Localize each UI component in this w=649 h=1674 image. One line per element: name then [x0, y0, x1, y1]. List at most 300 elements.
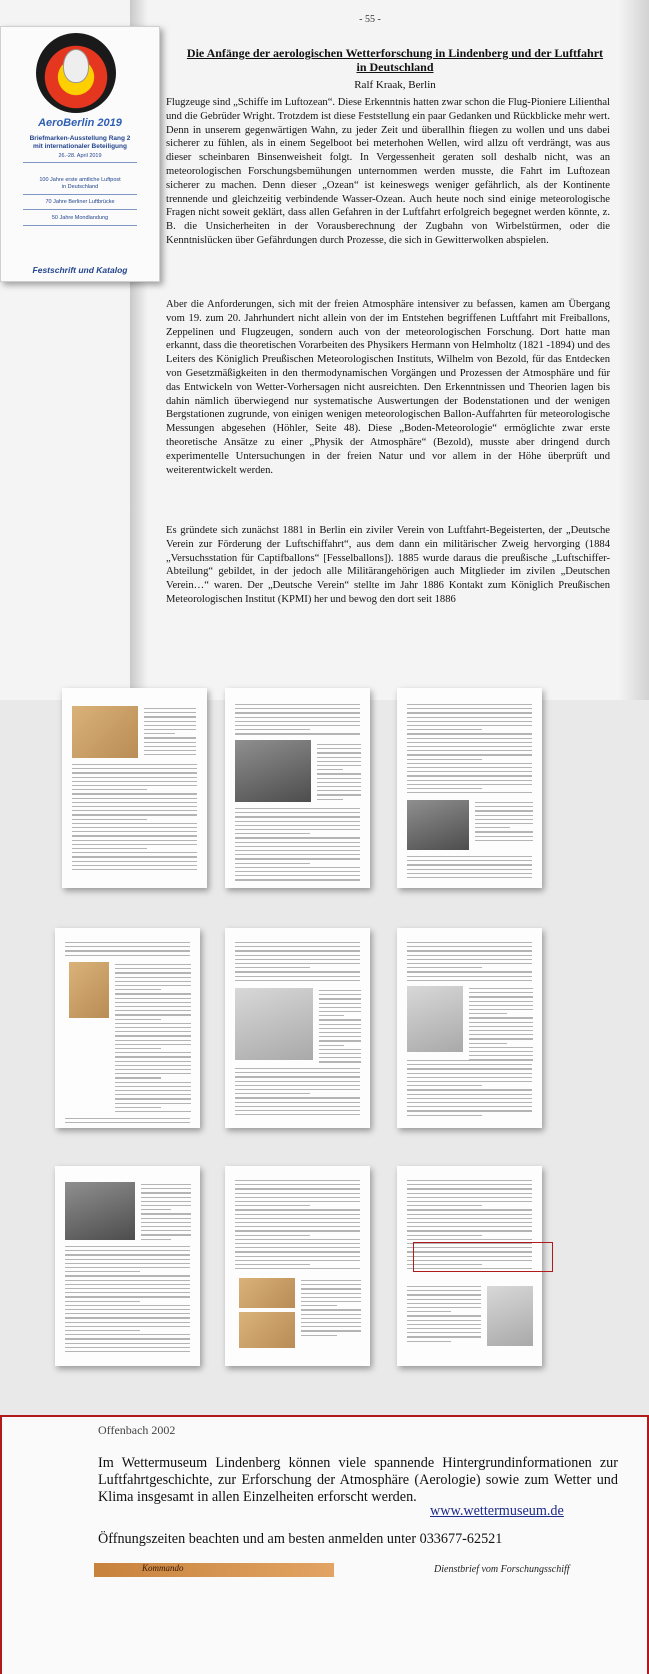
thumbnail-text-line	[407, 1077, 532, 1078]
thumbnail-text-line	[317, 773, 361, 774]
thumbnail-text-line	[72, 831, 197, 832]
thumbnail-text-line	[407, 1226, 532, 1227]
thumbnail-text-line	[407, 856, 532, 857]
thumbnail-text-line	[317, 761, 361, 762]
thumbnail-text-line	[235, 1188, 360, 1189]
thumbnail-text-line	[469, 1051, 533, 1052]
cover-divider	[23, 194, 137, 195]
thumbnail-text-line	[301, 1330, 361, 1331]
thumbnail-text-line	[235, 1085, 360, 1086]
thumbnail-text-line	[235, 1106, 360, 1107]
thumbnail-text-line	[235, 1114, 360, 1115]
thumbnail-text-line	[469, 1013, 507, 1014]
thumbnail-text-line	[407, 860, 532, 861]
thumbnail-text-line	[115, 1077, 161, 1078]
thumbnail-text-line	[72, 852, 197, 853]
thumbnail-text-line	[115, 1103, 191, 1104]
thumbnail-text-line	[407, 1064, 532, 1065]
thumbnail-text-line	[235, 721, 360, 722]
thumbnail-text-line	[235, 833, 310, 834]
thumbnail-text-line	[475, 827, 510, 828]
thumbnail-text-line	[407, 1102, 532, 1103]
thumbnail-text-line	[235, 1076, 360, 1077]
thumbnail-text-line	[235, 871, 360, 872]
thumbnail-text-line	[235, 812, 360, 813]
thumbnail-text-line	[115, 1069, 191, 1070]
thumbnail-text-line	[235, 1209, 360, 1210]
thumbnail-text-line	[235, 704, 360, 705]
opening-hours-note: Öffnungszeiten beachten und am besten anmelden unter 033677-62521	[98, 1531, 503, 1547]
thumbnail-text-line	[72, 772, 197, 773]
thumbnail-text-line	[469, 1009, 533, 1010]
thumbnail-text-line	[407, 1336, 481, 1337]
thumbnail-text-line	[407, 1311, 451, 1312]
thumbnail-text-line	[317, 786, 361, 787]
thumbnail-text-line	[115, 1086, 191, 1087]
thumbnail-text-line	[235, 1097, 360, 1098]
thumbnail-text-line	[407, 963, 532, 964]
thumbnail-text-line	[235, 1243, 360, 1244]
thumbnail-text-line	[475, 815, 533, 816]
thumbnail-text-line	[319, 1036, 361, 1037]
thumbnail-text-line	[235, 1222, 360, 1223]
thumbnail-text-line	[407, 729, 482, 730]
thumbnail-text-line	[407, 864, 532, 865]
thumbnail-text-line	[65, 1330, 140, 1331]
thumbnail-text-line	[72, 798, 197, 799]
thumbnail-text-line	[65, 1301, 140, 1302]
thumbnail-text-line	[407, 1068, 532, 1069]
thumbnail-text-line	[407, 1230, 532, 1231]
thumbnail-text-line	[469, 1034, 533, 1035]
thumbnail-text-line	[65, 1288, 190, 1289]
thumbnail-text-line	[407, 788, 482, 789]
thumbnail-text-line	[65, 1250, 190, 1251]
thumbnail-text-line	[141, 1213, 191, 1214]
thumbnail-text-line	[319, 1007, 361, 1008]
cover-footer: Festschrift und Katalog	[32, 265, 128, 275]
page-thumbnail[interactable]	[225, 1166, 370, 1366]
thumbnail-text-line	[475, 806, 533, 807]
thumbnail-text-line	[319, 1003, 361, 1004]
thumbnail-text-line	[65, 1263, 190, 1264]
thumbnail-text-line	[141, 1209, 171, 1210]
cover-date: 26.-28. April 2019	[58, 153, 102, 159]
thumbnail-text-line	[475, 840, 533, 841]
thumbnail-text-line	[65, 1296, 190, 1297]
thumbnail-text-line	[115, 1094, 191, 1095]
thumbnail-text-line	[317, 778, 361, 779]
thumbnail-text-line	[235, 729, 310, 730]
thumbnail-text-line	[144, 712, 196, 713]
thumbnail-text-line	[144, 733, 175, 734]
thumbnail-text-line	[235, 976, 360, 977]
thumbnail-text-line	[317, 769, 343, 770]
thumbnail-text-line	[235, 842, 360, 843]
stamp-caption: Kommando	[142, 1563, 184, 1573]
thumbnail-text-line	[115, 985, 191, 986]
thumbnail-picture	[235, 740, 311, 802]
page-thumbnail[interactable]	[397, 688, 542, 888]
thumbnail-text-line	[235, 963, 360, 964]
cover-subtitle-line-1: Briefmarken-Ausstellung Rang 2	[29, 135, 131, 142]
thumbnail-text-line	[469, 1030, 533, 1031]
thumbnail-text-line	[319, 1053, 361, 1054]
thumbnail-text-line	[72, 764, 197, 765]
thumbnail-picture	[239, 1312, 295, 1348]
thumbnail-text-line	[72, 848, 147, 849]
thumbnail-text-line	[235, 1089, 360, 1090]
article-paragraph: Aber die Anforderungen, sich mit der freien Atmosphäre intensiver zu befassen, kamen am Übergang vom 19. zum 20. Jahrhundert nicht allein von der im Entstehen begriffenen Luftfahrt mit Freiballons, Zeppelinen und Flugzeugen, sondern auch von der meteorologischen Forschung. Dort hatte man erkannt, dass die theoretischen Vorarbeiten des Physikers Hermann von Helmholtz (1821 -1894) und des Leiters des Königlich Preußischen Meteorologischen Instituts, Wilhelm von Bezold, für das Entdecken von Gesetzmäßigkeiten in den thermodynamischen Vorgängen und Prozessen der Atmosphäre und für das Entwickeln von Wetter-Vorhersagen nicht ausreichten. Den Erkenntnissen und Theorien lagen bis dahin nämlich überwiegend nur systematische Auswertungen der Bodenstationen und der wenigen Bergstationen zugrunde, von einigen wenigen meteorologischen Ballon-Auffahrten für meteorologische Messungen abgesehen (Höhler, Seite 48). Diese „Boden-Meteorologie“ ermöglichte zwar erste theoretische Ansätze zu einer „Physik der Atmosphäre“ (Bezold), musste aber dringend durch experimentelle Untersuchungen in der freien Natur und vor allem in der Höhe überprüft und weiterentwickelt werden.	[166, 299, 610, 476]
thumbnail-picture	[69, 962, 109, 1018]
thumbnail-text-line	[72, 789, 147, 790]
thumbnail-text-line	[235, 1256, 360, 1257]
thumbnail-text-line	[115, 1098, 191, 1099]
thumbnail-text-line	[317, 790, 361, 791]
thumbnail-text-line	[115, 993, 191, 994]
thumbnail-text-line	[235, 959, 360, 960]
cover-divider	[23, 209, 137, 210]
thumbnail-text-line	[407, 784, 532, 785]
thumbnail-text-line	[235, 971, 360, 972]
thumbnail-text-line	[115, 1107, 161, 1108]
thumbnail-text-line	[235, 879, 360, 880]
thumbnail-text-line	[141, 1192, 191, 1193]
cover-title: AeroBerlin 2019	[38, 117, 122, 129]
thumbnail-text-line	[235, 1197, 360, 1198]
thumbnail-text-line	[319, 1032, 361, 1033]
thumbnail-text-line	[407, 717, 532, 718]
thumbnail-text-line	[235, 1068, 360, 1069]
thumbnail-text-line	[235, 967, 310, 968]
thumbnail-text-line	[407, 950, 532, 951]
document-page	[0, 0, 649, 700]
thumbnail-text-line	[319, 1061, 361, 1062]
thumbnail-text-line	[235, 1247, 360, 1248]
thumbnail-text-line	[72, 819, 147, 820]
catalog-cover	[0, 26, 160, 282]
thumbnail-text-line	[317, 744, 361, 745]
thumbnail-text-line	[407, 738, 532, 739]
thumbnail-text-line	[65, 1347, 190, 1348]
thumbnail-text-line	[407, 712, 532, 713]
thumbnail-text-line	[235, 1110, 360, 1111]
thumbnail-text-line	[407, 1214, 532, 1215]
cover-subtitle-line-2: mit internationaler Beteiligung	[33, 143, 127, 150]
thumbnail-text-line	[301, 1309, 361, 1310]
thumbnail-text-line	[407, 959, 532, 960]
thumbnail-text-line	[235, 708, 360, 709]
thumbnail-text-line	[141, 1239, 171, 1240]
thumbnail-text-line	[319, 1011, 361, 1012]
thumbnail-text-line	[72, 802, 197, 803]
thumbnail-text-line	[65, 1284, 190, 1285]
thumbnail-text-line	[115, 1010, 191, 1011]
thumbnail-text-line	[475, 819, 533, 820]
thumbnail-text-line	[65, 1309, 190, 1310]
thumbnail-text-line	[407, 1197, 532, 1198]
thumbnail-text-line	[407, 1089, 532, 1090]
thumbnail-text-line	[115, 1048, 161, 1049]
thumbnail-text-line	[72, 840, 197, 841]
thumbnail-text-line	[65, 1259, 190, 1260]
thumbnail-text-line	[144, 721, 196, 722]
thumbnail-text-line	[235, 1218, 360, 1219]
thumbnail-text-line	[115, 1006, 191, 1007]
thumbnail-text-line	[235, 846, 360, 847]
thumbnail-text-line	[141, 1226, 191, 1227]
thumbnail-text-line	[72, 768, 197, 769]
thumbnail-text-line	[407, 1201, 532, 1202]
thumbnail-text-line	[235, 1102, 360, 1103]
thumbnail-text-line	[235, 837, 360, 838]
thumbnail-text-line	[72, 861, 197, 862]
thumbnail-text-line	[469, 988, 533, 989]
thumbnail-text-line	[475, 802, 533, 803]
thumbnail-text-line	[407, 873, 532, 874]
thumbnail-text-line	[407, 1235, 482, 1236]
thumbnail-text-line	[115, 1052, 191, 1053]
thumbnail-text-line	[141, 1197, 191, 1198]
thumbnail-text-line	[475, 831, 533, 832]
thumbnail-text-line	[407, 967, 482, 968]
thumbnail-text-line	[319, 1049, 361, 1050]
thumbnail-text-line	[115, 1023, 191, 1024]
thumbnail-text-line	[144, 742, 196, 743]
article-paragraph: Es gründete sich zunächst 1881 in Berlin ein ziviler Verein von Luftfahrt-Begeisterten, der „Deutsche Verein zur Förderung der Luftschiffahrt“, aus dem dann ein militärischer Zweig hervorging (1884 „Versuchsstation für Captifballons“ [Fesselballons]). 1885 wurde daraus die preußische „Luftschiffer-Abteilung“ gebildet, in der jedoch alle Militärangehörigen auch Mitglieder im zivilen „Deutschen Verein…“ waren. Der „Deutsche Verein“ stellte im Jahr 1886 Kontakt zum Königlich Preußischen Meteorologischen Institut (KPMI) her und bewog den dort seit 1886	[166, 525, 610, 605]
zoomed-excerpt	[0, 1415, 649, 1674]
thumbnail-text-line	[235, 858, 360, 859]
thumbnail-text-line	[319, 1057, 361, 1058]
thumbnail-text-line	[115, 1082, 191, 1083]
thumbnail-text-line	[141, 1188, 191, 1189]
thumbnail-text-line	[115, 1061, 191, 1062]
thumbnail-text-line	[141, 1234, 191, 1235]
thumbnail-text-line	[319, 1024, 361, 1025]
thumbnail-text-line	[141, 1201, 191, 1202]
thumbnail-text-line	[469, 1001, 533, 1002]
thumbnail-text-line	[319, 1040, 361, 1041]
thumbnail-text-line	[407, 1299, 481, 1300]
thumbnail-text-line	[319, 994, 361, 995]
thumbnail-text-line	[407, 1110, 532, 1111]
thumbnail-text-line	[115, 1014, 191, 1015]
thumbnail-text-line	[317, 794, 361, 795]
thumbnail-text-line	[65, 1322, 190, 1323]
thumbnail-text-line	[469, 996, 533, 997]
caption-cut-text: Dienstbrief vom Forschungsschiff	[434, 1564, 570, 1575]
thumbnail-text-line	[407, 1315, 481, 1316]
thumbnail-text-line	[301, 1314, 361, 1315]
thumbnail-text-line	[65, 955, 190, 956]
thumbnail-text-line	[72, 785, 197, 786]
thumbnail-text-line	[407, 1239, 532, 1240]
thumbnail-picture	[407, 800, 469, 850]
thumbnail-text-line	[407, 1193, 532, 1194]
thumbnail-text-line	[407, 1324, 481, 1325]
thumbnail-text-line	[144, 716, 196, 717]
thumbnail-text-line	[65, 1246, 190, 1247]
thumbnail-text-line	[235, 1180, 360, 1181]
thumbnail-text-line	[65, 1280, 190, 1281]
thumbnail-text-line	[407, 775, 532, 776]
page-thumbnail[interactable]	[55, 1166, 200, 1366]
thumbnail-text-line	[407, 1115, 482, 1116]
thumbnail-text-line	[65, 1313, 190, 1314]
thumbnail-text-line	[469, 1026, 533, 1027]
thumbnail-text-line	[319, 1045, 344, 1046]
thumbnail-text-line	[407, 1303, 481, 1304]
thumbnail-text-line	[65, 1122, 190, 1123]
thumbnail-text-line	[65, 946, 190, 947]
cover-line-1: 100 Jahre erste amtliche Luftpost	[39, 177, 121, 183]
thumbnail-text-line	[72, 781, 197, 782]
thumbnail-text-line	[407, 971, 532, 972]
page-thumbnail[interactable]	[55, 928, 200, 1128]
thumbnail-text-line	[235, 717, 360, 718]
thumbnail-text-line	[141, 1222, 191, 1223]
balloon-icon	[63, 49, 89, 83]
thumbnail-text-line	[319, 1019, 361, 1020]
thumbnail-text-line	[407, 1341, 451, 1342]
thumbnail-text-line	[235, 955, 360, 956]
thumbnail-text-line	[407, 750, 532, 751]
thumbnail-text-line	[319, 1028, 361, 1029]
thumbnail-text-line	[407, 1094, 532, 1095]
thumbnail-text-line	[235, 1201, 360, 1202]
thumbnail-text-line	[301, 1335, 337, 1336]
thumbnail-text-line	[407, 733, 532, 734]
excerpt-body: Im Wettermuseum Lindenberg können viele spannende Hintergrundinformationen zur Luftfahrtgeschichte, zur Erforschung der Atmosphäre (Aerologie) sowie zum Wetter und Klima insgesamt in allen Einzelheiten erforscht werden.	[98, 1455, 618, 1505]
page-thumbnail[interactable]	[397, 928, 542, 1128]
thumbnail-text-line	[115, 1019, 161, 1020]
thumbnail-text-line	[301, 1301, 361, 1302]
thumbnail-picture	[72, 706, 138, 758]
thumbnail-text-line	[407, 754, 532, 755]
thumbnail-text-line	[72, 835, 197, 836]
thumbnail-text-line	[407, 1328, 481, 1329]
thumbnail-text-line	[319, 998, 361, 999]
thumbnail-text-line	[407, 1098, 532, 1099]
page-thumbnail[interactable]	[225, 928, 370, 1128]
thumbnail-text-line	[469, 1005, 533, 1006]
thumbnail-text-line	[469, 1022, 533, 1023]
thumbnail-text-line	[407, 1184, 532, 1185]
thumbnail-text-line	[72, 844, 197, 845]
thumbnail-text-line	[65, 1351, 190, 1352]
thumbnail-text-line	[115, 989, 161, 990]
thumbnail-text-line	[141, 1205, 191, 1206]
cover-line-2: in Deutschland	[61, 184, 99, 190]
thumbnail-text-line	[407, 742, 532, 743]
thumbnail-text-line	[235, 816, 360, 817]
thumbnail-text-line	[235, 1081, 360, 1082]
thumbnail-text-line	[407, 704, 532, 705]
thumbnail-text-line	[301, 1305, 337, 1306]
thumbnail-text-line	[235, 1230, 360, 1231]
thumbnail-text-line	[407, 1222, 532, 1223]
thumbnail-text-line	[407, 869, 532, 870]
page-thumbnail[interactable]	[62, 688, 207, 888]
thumbnail-text-line	[475, 836, 533, 837]
thumbnail-text-line	[72, 865, 197, 866]
thumbnail-text-line	[317, 752, 361, 753]
thumbnail-text-line	[407, 792, 532, 793]
thumbnail-text-line	[144, 725, 196, 726]
thumbnail-text-line	[235, 712, 360, 713]
thumbnail-text-line	[407, 1307, 481, 1308]
thumbnail-text-line	[235, 1205, 310, 1206]
thumbnail-text-line	[235, 1072, 360, 1073]
thumbnail-text-line	[407, 1290, 481, 1291]
thumbnail-text-line	[144, 754, 196, 755]
page-thumbnail[interactable]	[225, 688, 370, 888]
thumbnail-picture	[65, 1182, 135, 1240]
thumbnail-text-line	[141, 1218, 191, 1219]
thumbnail-text-line	[65, 1271, 140, 1272]
thumbnail-text-line	[115, 1090, 191, 1091]
page-number: - 55 -	[359, 14, 381, 25]
excerpt-cut-text: Offenbach 2002	[98, 1423, 176, 1437]
thumbnail-text-line	[65, 1254, 190, 1255]
thumbnail-text-line	[469, 1055, 533, 1056]
thumbnail-text-line	[235, 863, 310, 864]
thumbnail-text-line	[72, 827, 197, 828]
thumbnail-text-line	[469, 1017, 533, 1018]
thumbnail-text-line	[407, 759, 482, 760]
thumbnail-text-line	[72, 777, 197, 778]
thumbnail-text-line	[235, 1193, 360, 1194]
thumbnail-text-line	[407, 955, 532, 956]
thumbnail-text-line	[72, 810, 197, 811]
thumbnail-text-line	[317, 748, 361, 749]
thumbnail-text-line	[65, 1118, 190, 1119]
thumbnail-text-line	[115, 1002, 191, 1003]
thumbnail-text-line	[115, 1073, 191, 1074]
thumbnail-text-line	[407, 877, 532, 878]
thumbnail-text-line	[141, 1230, 191, 1231]
thumbnail-text-line	[235, 1268, 360, 1269]
thumbnail-text-line	[317, 782, 361, 783]
thumbnail-text-line	[301, 1284, 361, 1285]
thumbnail-picture	[407, 986, 463, 1052]
cover-divider	[23, 162, 137, 163]
thumbnail-text-line	[407, 1294, 481, 1295]
thumbnail-text-line	[407, 976, 532, 977]
thumbnail-text-line	[65, 1292, 190, 1293]
wettermuseum-link[interactable]: www.wettermuseum.de	[430, 1503, 564, 1519]
thumbnail-text-line	[235, 942, 360, 943]
thumbnail-text-line	[235, 950, 360, 951]
thumbnail-text-line	[407, 946, 532, 947]
article-paragraph: Flugzeuge sind „Schiffe im Luftozean“. Diese Erkenntnis hatten zwar schon die Flug-Pioniere Lilienthal und die Gebrüder Wright. Trotzdem ist diese Feststellung ein paar Gedanken und Rückblicke mehr wert. Denn in unserem gegenwärtigen Wahn, zu jeder Zeit und überallhin fliegen zu wollen und uns dabei sicherer zu fühlen, als in einem Segelboot bei meterhohen Wellen, wird allzu oft verdrängt, was aus dieser scheinbaren Binsenweisheit folgt. In Vergessenheit geraten soll deshalb nicht, was an meteorologischen Forschungsbemühungen unternommen werden musste, die Fahrt im Luftozean sicherer zu machen. Denn dieser „Ozean“ ist keineswegs weniger gefährlich, als der Kontinente trennende und gleichzeitig verbindende Wasser-Ozean. Auch heute noch sind einige meteorologische Fragen nicht soweit geklärt, dass allen Gefahren in der Luftfahrt erfolgreich begegnet werden könnte, z. B. die Unsicherheiten in der Vorausberechnung der Zugbahn von Wirbelstürmen, oder die Kenntnislücken über Gefährdungen durch Prozesse, die sich in Gewitterwolken abspielen.	[166, 97, 610, 246]
thumbnail-text-line	[141, 1184, 191, 1185]
thumbnail-text-line	[235, 980, 360, 981]
thumbnail-text-line	[144, 750, 196, 751]
thumbnail-text-line	[72, 806, 197, 807]
thumbnail-text-line	[407, 763, 532, 764]
thumbnail-text-line	[407, 771, 532, 772]
thumbnail-text-line	[301, 1318, 361, 1319]
thumbnail-text-line	[407, 1286, 481, 1287]
thumbnail-text-line	[235, 1239, 360, 1240]
thumbnail-text-line	[72, 856, 197, 857]
thumbnail-text-line	[115, 998, 191, 999]
thumbnail-picture	[487, 1286, 533, 1346]
thumbnail-text-line	[407, 1180, 532, 1181]
thumbnail-text-line	[235, 725, 360, 726]
thumbnail-text-line	[301, 1326, 361, 1327]
